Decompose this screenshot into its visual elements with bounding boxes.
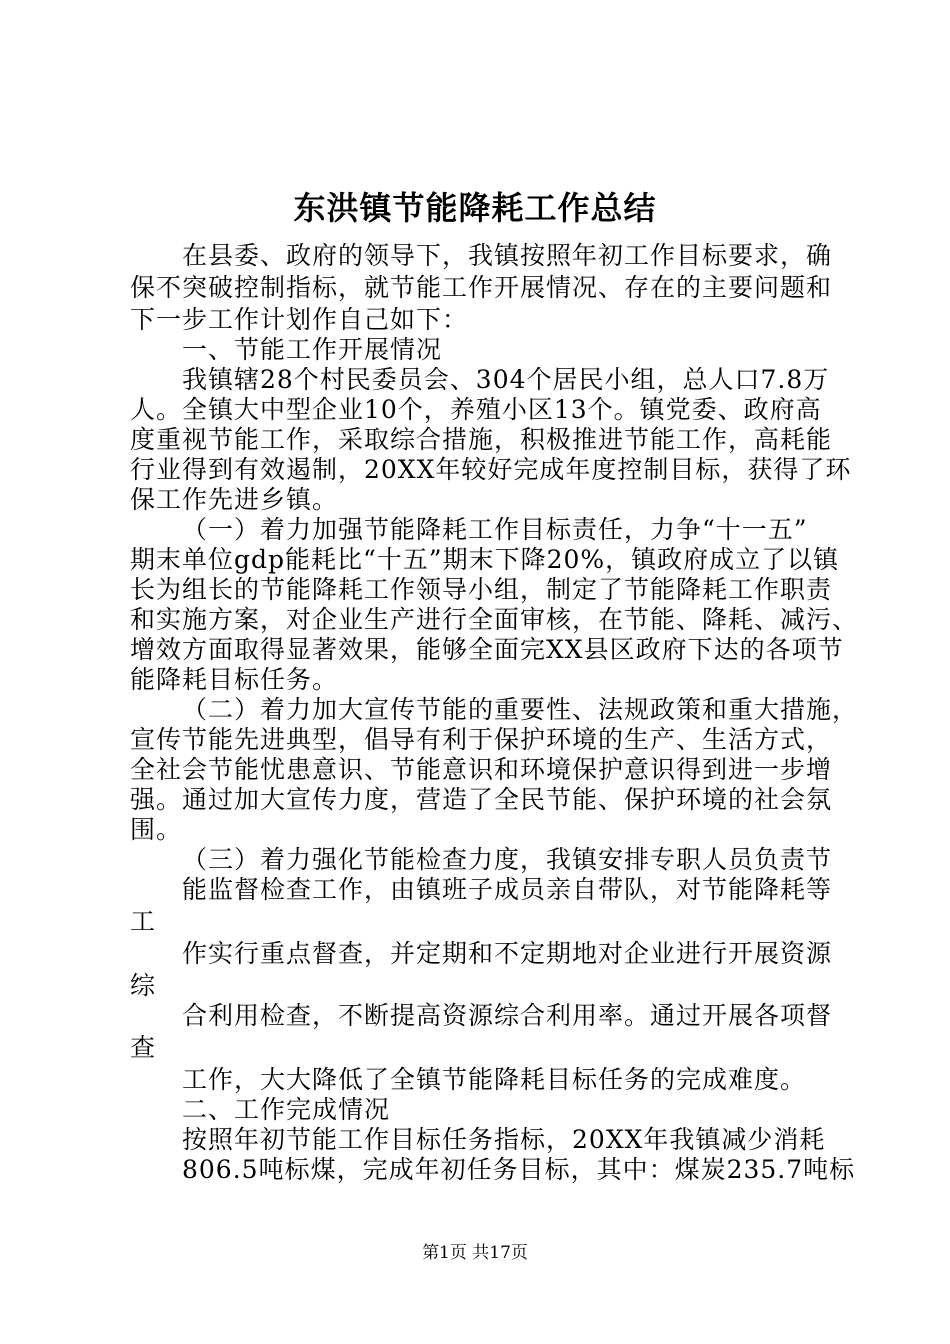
text-line: 作实行重点督查，并定期和不定期地对企业进行开展资源 <box>182 939 833 968</box>
text-line: 保不突破控制指标，就节能工作开展情况、存在的主要问题和 <box>130 273 833 302</box>
text-line: 综 <box>130 971 157 1000</box>
section-heading: 一、节能工作开展情况 <box>182 335 443 364</box>
text-line: 长为组长的节能降耗工作领导小组，制定了节能降耗工作职责 <box>130 575 833 604</box>
text-line: 宣传节能先进典型，倡导有利于保护环境的生产、生活方式， <box>130 725 833 754</box>
text-line: 期末单位gdp能耗比“十五”期末下降20%，镇政府成立了以镇 <box>130 545 840 574</box>
page-footer: 第1页 共17页 <box>422 1243 528 1263</box>
text-line: 全社会节能忧患意识、节能意识和环境保护意识得到进一步增 <box>130 755 833 784</box>
text-line: 合利用检查，不断提高资源综合利用率。通过开展各项督 <box>182 1001 833 1030</box>
text-line: 能监督检查工作，由镇班子成员亲自带队，对节能降耗等 <box>182 875 833 904</box>
text-line: 行业得到有效遏制，20XX年较好完成年度控制目标，获得了环 <box>130 455 852 484</box>
text-line: 能降耗目标任务。 <box>130 665 339 694</box>
text-line: 度重视节能工作，采取综合措施，积极推进节能工作，高耗能 <box>130 425 833 454</box>
text-line: 按照年初节能工作目标任务指标，20XX年我镇减少消耗 <box>182 1125 826 1154</box>
section-heading: 二、工作完成情况 <box>182 1095 391 1124</box>
text-line: 强。通过加大宣传力度，营造了全民节能、保护环境的社会氛 <box>130 785 833 814</box>
text-line: 在县委、政府的领导下，我镇按照年初工作目标要求，确 <box>182 241 833 270</box>
text-line: 我镇辖28个村民委员会、304个居民小组，总人口7.8万 <box>182 365 830 394</box>
text-line: 和实施方案，对企业生产进行全面审核，在节能、降耗、减污、 <box>130 605 859 634</box>
text-line: 人。全镇大中型企业10个，养殖小区13个。镇党委、政府高 <box>130 395 822 424</box>
text-line: （三）着力强化节能检查力度，我镇安排专职人员负责节 <box>182 845 833 874</box>
text-line: 查 <box>130 1033 157 1062</box>
text-line: （一）着力加强节能降耗工作目标责任，力争“十一五” <box>182 515 808 544</box>
text-line: （二）着力加大宣传节能的重要性、法规政策和重大措施， <box>182 695 859 724</box>
text-line: 围。 <box>130 815 183 844</box>
text-line: 工 <box>130 907 157 936</box>
text-line: 保工作先进乡镇。 <box>130 485 339 514</box>
text-line: 806.5吨标煤，完成年初任务目标，其中：煤炭235.7吨标 <box>182 1155 856 1184</box>
text-line: 工作，大大降低了全镇节能降耗目标任务的完成难度。 <box>182 1065 807 1094</box>
document-title: 东洪镇节能降耗工作总结 <box>293 189 657 227</box>
text-line: 下一步工作计划作自己如下： <box>130 305 469 334</box>
text-line: 增效方面取得显著效果，能够全面完XX县区政府下达的各项节 <box>130 635 844 664</box>
